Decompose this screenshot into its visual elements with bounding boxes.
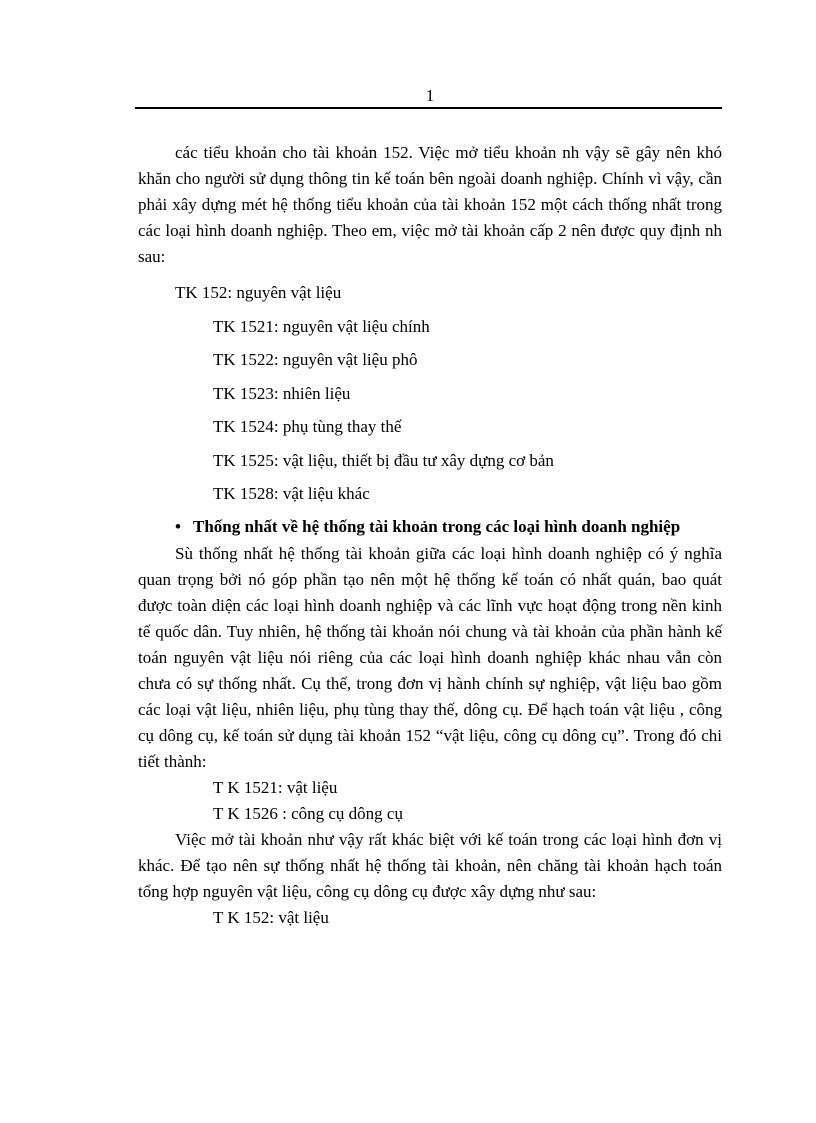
account-sub-1522: TK 1522: nguyên vật liệu phô <box>213 350 418 369</box>
account-sub-1521: TK 1521: nguyên vật liệu chính <box>213 316 430 336</box>
section-heading <box>138 513 722 541</box>
account-hcsn-1521: T K 1521: vật liệu <box>213 777 338 797</box>
header-rule <box>135 107 722 109</box>
account-main: TK 152: nguyên vật liệu <box>175 283 342 302</box>
account-proposed-152: T K 152: vật liệu <box>213 907 329 927</box>
account-hcsn-1526: T K 1526 : công cụ dông cụ <box>213 803 403 823</box>
body-paragraph-1: Sù thống nhất hệ thống tài khoản giữa các loại hình doanh nghiệp có ý nghĩa quan trọng bởi nó góp phần tạo nên một hệ thống kế toán có nhất quán, bao quát được toàn diện các loại hình doanh nghiệp và các lĩnh vực hoạt động trong nền kinh tế quốc dân. Tuy nhiên, hệ thống tài khoản nói chung và tài khoản của phần hành kế toán nguyên vật liệu nói riêng của các loại hình doanh nghiệp khác nhau vẫn còn chưa có sự thống nhất. Cụ thể, trong đơn vị hành chính sự nghiệp, vật liệu bao gồm các loại vật liệu, nhiên liệu, phụ tùng thay thế, dông cụ. Để hạch toán vật liệu , công cụ dông cụ, kế toán sử dụng tài khoản 152 “vật liệu, công cụ dông cụ”. Trong đó chi tiết thành: <box>138 543 722 771</box>
section-heading-text: Thống nhất về hệ thống tài khoản trong các loại hình doanh nghiệp <box>193 516 681 536</box>
body-paragraph-2: Việc mở tài khoản như vậy rất khác biệt với kế toán trong các loại hình đơn vị khác. Để tạo nên sự thống nhất hệ thống tài khoản, nên chăng tài khoản hạch toán tổng hợp nguyên vật liệu, công cụ dông cụ được xây dựng như sau: <box>138 829 722 901</box>
page-number: 1 <box>425 86 435 105</box>
account-list-hcsn <box>138 775 722 827</box>
intro-paragraph: các tiểu khoản cho tài khoản 152. Việc mở tiểu khoản nh vậy sẽ gây nên khó khăn cho người sử dụng thông tin kế toán bên ngoài doanh nghiệp. Chính vì vậy, cần phải xây dựng mét hệ thống tiểu khoản của tài khoản 152 một cách thống nhất trong các loại hình doanh nghiệp. Theo em, việc mở tài khoản cấp 2 nên được quy định nh sau: <box>138 143 722 266</box>
account-list-proposed <box>138 905 722 931</box>
page-content <box>138 140 722 931</box>
account-sub-1524: TK 1524: phụ tùng thay thế <box>213 417 402 436</box>
account-list-152 <box>138 276 722 511</box>
account-sub-1525: TK 1525: vật liệu, thiết bị đầu tư xây dựng cơ bản <box>213 450 554 470</box>
bullet-icon: • <box>175 516 181 536</box>
account-sub-1523: TK 1523: nhiên liệu <box>213 383 351 403</box>
account-sub-1528: TK 1528: vật liệu khác <box>213 484 370 503</box>
